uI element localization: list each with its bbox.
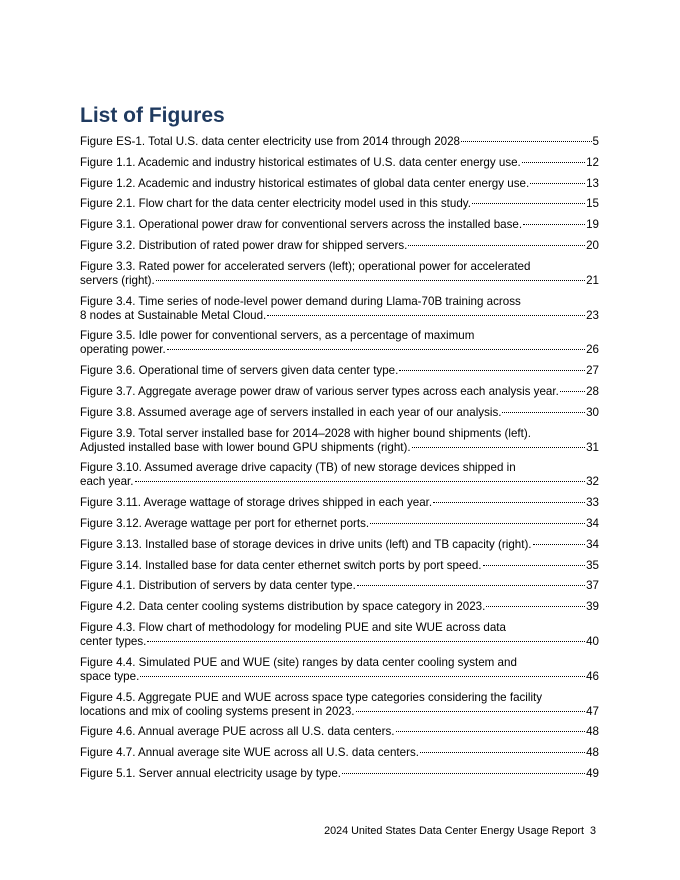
dot-leader	[412, 447, 586, 448]
figure-entry-caption-line: Figure 3.13. Installed base of storage devices in drive units (left) and TB capacity (right).	[80, 537, 532, 551]
dot-leader	[408, 245, 585, 246]
figure-entry-page-number: 40	[586, 634, 599, 648]
figure-entry[interactable]	[80, 239, 599, 253]
figure-entry-caption-line: Figure 4.4. Simulated PUE and WUE (site) ranges by data center cooling system and	[80, 655, 517, 669]
figure-entry[interactable]	[80, 260, 599, 288]
footer-report-title: 2024 United States Data Center Energy Usage Report	[324, 825, 584, 837]
figure-entry-page-number: 31	[586, 440, 599, 454]
figure-entry-caption-line: Adjusted installed base with lower bound GPU shipments (right).	[80, 440, 411, 454]
figure-entry-page-number: 37	[586, 579, 599, 593]
figure-entry-caption-line: Figure 3.1. Operational power draw for conventional servers across the installed base.	[80, 218, 523, 232]
dot-leader	[523, 224, 585, 225]
figure-entry[interactable]	[80, 746, 599, 760]
page-footer	[324, 825, 596, 837]
figure-entry[interactable]	[80, 600, 599, 614]
dot-leader	[560, 391, 585, 392]
figure-entry-caption-line: Figure 4.3. Flow chart of methodology for modeling PUE and site WUE across data	[80, 620, 506, 634]
figure-entry-caption-line: Figure 3.5. Idle power for conventional servers, as a percentage of maximum	[80, 329, 475, 343]
figure-entry-page-number: 39	[586, 600, 599, 614]
figure-entry-caption-line: Figure 5.1. Server annual electricity usage by type.	[80, 766, 341, 780]
figure-entry-caption-line: space type.	[80, 669, 140, 683]
figure-entry-caption-line: Figure 3.14. Installed base for data center ethernet switch ports by port speed.	[80, 558, 482, 572]
dot-leader	[135, 481, 586, 482]
figure-entry[interactable]	[80, 496, 599, 510]
figure-entry-page-number: 49	[586, 766, 599, 780]
figure-entry-page-number: 34	[586, 516, 599, 530]
figure-entry[interactable]	[80, 579, 599, 593]
dot-leader	[461, 141, 592, 142]
figure-entry[interactable]	[80, 197, 599, 211]
figure-entry-page-number: 30	[586, 405, 599, 419]
figure-entry-caption-line: Figure 3.3. Rated power for accelerated servers (left); operational power for accelerated	[80, 259, 531, 273]
figure-entry-caption-line: 8 nodes at Sustainable Metal Cloud.	[80, 308, 267, 322]
dot-leader	[356, 711, 586, 712]
dot-leader	[399, 370, 585, 371]
figure-entry-page-number: 26	[586, 343, 599, 357]
figure-entry[interactable]	[80, 385, 599, 399]
page-title: List of Figures	[80, 104, 225, 127]
figure-entry-page-number: 23	[586, 308, 599, 322]
figure-entry-page-number: 27	[586, 364, 599, 378]
figure-entry-page-number: 48	[586, 746, 599, 760]
figure-entry-page-number: 34	[586, 537, 599, 551]
figure-entry-caption-line: center types.	[80, 634, 147, 648]
dot-leader	[147, 641, 585, 642]
figure-entry[interactable]	[80, 691, 599, 719]
figure-entry-caption-line: each year.	[80, 475, 134, 489]
figure-entry-page-number: 33	[586, 496, 599, 510]
figure-entry[interactable]	[80, 559, 599, 573]
figure-entry[interactable]	[80, 517, 599, 531]
figure-entry-caption-line: Figure 3.9. Total server installed base for 2014–2028 with higher bound shipments (left).	[80, 426, 531, 440]
figure-entry-caption-line: locations and mix of cooling systems present in 2023.	[80, 704, 355, 718]
figure-entry-caption-line: Figure 3.12. Average wattage per port for ethernet ports.	[80, 516, 370, 530]
figure-entry[interactable]	[80, 135, 599, 149]
figure-entry[interactable]	[80, 538, 599, 552]
dot-leader	[370, 523, 585, 524]
figure-entry-caption-line: Figure ES-1. Total U.S. data center electricity use from 2014 through 2028	[80, 135, 461, 148]
figure-entry[interactable]	[80, 295, 599, 323]
dot-leader	[140, 676, 585, 677]
dot-leader	[530, 183, 585, 184]
figure-entry-page-number: 32	[586, 475, 599, 489]
figure-entry-caption-line: Figure 4.6. Annual average PUE across all U.S. data centers.	[80, 725, 395, 739]
footer-page-number: 3	[589, 825, 596, 837]
figure-entry-caption-line: Figure 4.2. Data center cooling systems distribution by space category in 2023.	[80, 600, 486, 614]
figure-entry[interactable]	[80, 177, 599, 191]
figure-entry-caption-line: Figure 4.5. Aggregate PUE and WUE across space type categories considering the facility	[80, 690, 543, 704]
figure-entry[interactable]	[80, 329, 599, 357]
dot-leader	[502, 412, 585, 413]
figure-entry[interactable]	[80, 656, 599, 684]
figure-entry-page-number: 46	[586, 669, 599, 683]
figure-entry[interactable]	[80, 427, 599, 455]
figure-entry-page-number: 20	[586, 238, 599, 252]
list-of-figures	[80, 135, 599, 788]
figure-entry-caption-line: Figure 4.1. Distribution of servers by data center type.	[80, 579, 356, 593]
figure-entry-page-number: 47	[586, 704, 599, 718]
dot-leader	[357, 585, 585, 586]
figure-entry-caption-line: Figure 2.1. Flow chart for the data center electricity model used in this study.	[80, 197, 471, 211]
figure-entry-page-number: 13	[586, 176, 599, 190]
figure-entry-page-number: 5	[592, 135, 599, 148]
figure-entry-page-number: 12	[586, 155, 599, 169]
figure-entry[interactable]	[80, 406, 599, 420]
figure-entry-caption-line: Figure 3.6. Operational time of servers given data center type.	[80, 364, 399, 378]
dot-leader	[156, 280, 585, 281]
figure-entry-caption-line: operating power.	[80, 343, 166, 357]
figure-entry-caption-line: Figure 3.8. Assumed average age of servers installed in each year of our analysis.	[80, 405, 502, 419]
figure-entry[interactable]	[80, 767, 599, 781]
figure-entry-caption-line: Figure 3.7. Aggregate average power draw of various server types across each analysis year.	[80, 384, 559, 398]
figure-entry-page-number: 21	[586, 273, 599, 287]
dot-leader	[267, 315, 585, 316]
figure-entry-caption-line: servers (right).	[80, 273, 155, 287]
figure-entry-page-number: 28	[586, 384, 599, 398]
figure-entry-caption-line: Figure 1.1. Academic and industry historical estimates of U.S. data center energy use.	[80, 155, 521, 169]
dot-leader	[472, 203, 585, 204]
figure-entry-page-number: 15	[586, 197, 599, 211]
figure-entry[interactable]	[80, 364, 599, 378]
figure-entry[interactable]	[80, 218, 599, 232]
figure-entry-caption-line: Figure 3.2. Distribution of rated power draw for shipped servers.	[80, 238, 408, 252]
figure-entry[interactable]	[80, 461, 599, 489]
figure-entry-caption-line: Figure 3.4. Time series of node-level power demand during Llama-70B training across	[80, 294, 521, 308]
figure-entry-caption-line: Figure 3.11. Average wattage of storage drives shipped in each year.	[80, 496, 433, 510]
figure-entry-page-number: 35	[586, 558, 599, 572]
figure-entry[interactable]	[80, 156, 599, 170]
dot-leader	[420, 752, 585, 753]
dot-leader	[522, 162, 585, 163]
figure-entry-caption-line: Figure 4.7. Annual average site WUE across all U.S. data centers.	[80, 746, 419, 760]
dot-leader	[396, 731, 586, 732]
dot-leader	[483, 565, 586, 566]
dot-leader	[167, 349, 585, 350]
dot-leader	[342, 773, 585, 774]
dot-leader	[433, 502, 585, 503]
figure-entry[interactable]	[80, 725, 599, 739]
figure-entry-page-number: 19	[586, 218, 599, 232]
figure-entry-caption-line: Figure 3.10. Assumed average drive capacity (TB) of new storage devices shipped in	[80, 461, 516, 475]
dot-leader	[486, 606, 585, 607]
figure-entry-caption-line: Figure 1.2. Academic and industry historical estimates of global data center energy use.	[80, 176, 530, 190]
figure-entry-page-number: 48	[586, 725, 599, 739]
figure-entry[interactable]	[80, 621, 599, 649]
dot-leader	[533, 544, 586, 545]
